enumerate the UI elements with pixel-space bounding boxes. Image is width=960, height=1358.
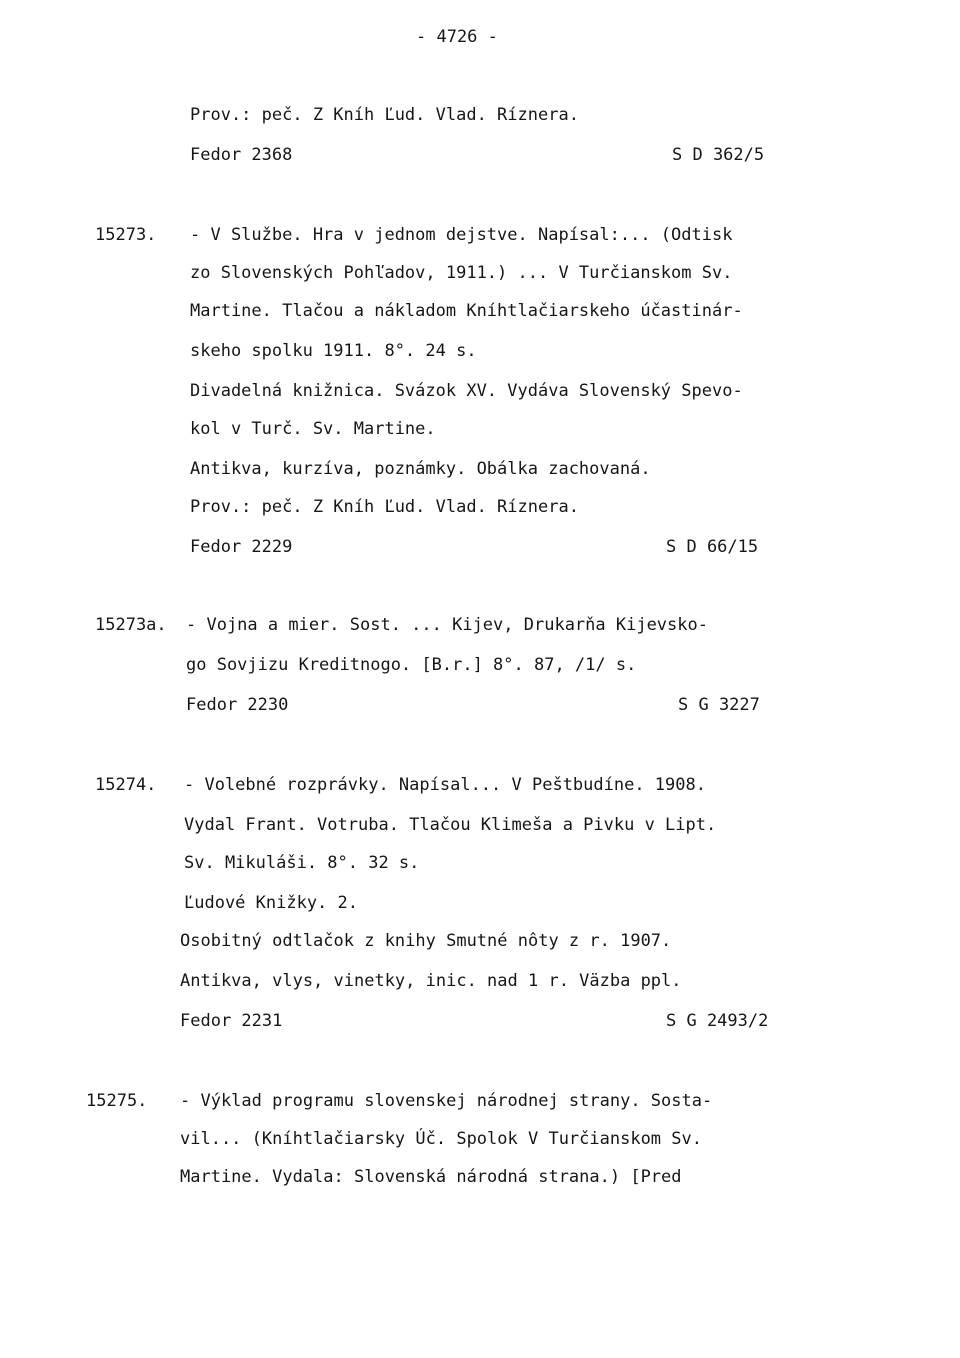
entry-line: Sv. Mikuláši. 8°. 32 s.	[184, 853, 420, 873]
page-number: - 4726 -	[416, 27, 498, 47]
entry-number: 15273.	[95, 225, 157, 245]
entry-line: Vydal Frant. Votruba. Tlačou Klimeša a Pivku v Lipt.	[184, 815, 717, 835]
entry-line: Martine. Vydala: Slovenská národná strana.) [Pred	[180, 1167, 682, 1187]
entry-shelf: S D 66/15	[666, 537, 759, 557]
entry-line: Antikva, vlys, vinetky, inic. nad 1 r. Väzba ppl.	[180, 971, 682, 991]
entry-line: Ľudové Knižky. 2.	[184, 893, 358, 913]
entry-line: Prov.: peč. Z Kníh Ľud. Vlad. Ríznera.	[190, 497, 579, 517]
entry-line: vil... (Kníhtlačiarsky Úč. Spolok V Turčianskom Sv.	[180, 1129, 702, 1149]
entry-line: skeho spolku 1911. 8°. 24 s.	[190, 341, 477, 361]
entry-line: Divadelná knižnica. Svázok XV. Vydáva Slovenský Spevo-	[190, 381, 743, 401]
entry-line: - Vojna a mier. Sost. ... Kijev, Drukarňa Kijevsko-	[186, 615, 708, 635]
entry-number: 15273a.	[95, 615, 167, 635]
entry-line: kol v Turč. Sv. Martine.	[190, 419, 436, 439]
pre-entry-shelf: S D 362/5	[672, 145, 765, 165]
entry-ref: Fedor 2230	[186, 695, 289, 715]
entry-line: Martine. Tlačou a nákladom Kníhtlačiarskeho účastinár-	[190, 301, 743, 321]
entry-ref: Fedor 2229	[190, 537, 293, 557]
entry-shelf: S G 2493/2	[666, 1011, 769, 1031]
entry-number: 15275.	[86, 1091, 148, 1111]
entry-number: 15274.	[95, 775, 157, 795]
pre-entry-line: Prov.: peč. Z Kníh Ľud. Vlad. Ríznera.	[190, 105, 579, 125]
entry-ref: Fedor 2231	[180, 1011, 283, 1031]
entry-line: Osobitný odtlačok z knihy Smutné nôty z r. 1907.	[180, 931, 672, 951]
entry-line: - Volebné rozprávky. Napísal... V Peštbudíne. 1908.	[184, 775, 706, 795]
entry-line: go Sovjizu Kreditnogo. [B.r.] 8°. 87, /1/ s.	[186, 655, 637, 675]
pre-entry-ref: Fedor 2368	[190, 145, 293, 165]
entry-line: Antikva, kurzíva, poznámky. Obálka zachovaná.	[190, 459, 651, 479]
entry-line: - V Službe. Hra v jednom dejstve. Napísal:... (Odtisk	[190, 225, 733, 245]
entry-shelf: S G 3227	[678, 695, 760, 715]
entry-line: zo Slovenských Pohľadov, 1911.) ... V Turčianskom Sv.	[190, 263, 733, 283]
entry-line: - Výklad programu slovenskej národnej strany. Sosta-	[180, 1091, 713, 1111]
